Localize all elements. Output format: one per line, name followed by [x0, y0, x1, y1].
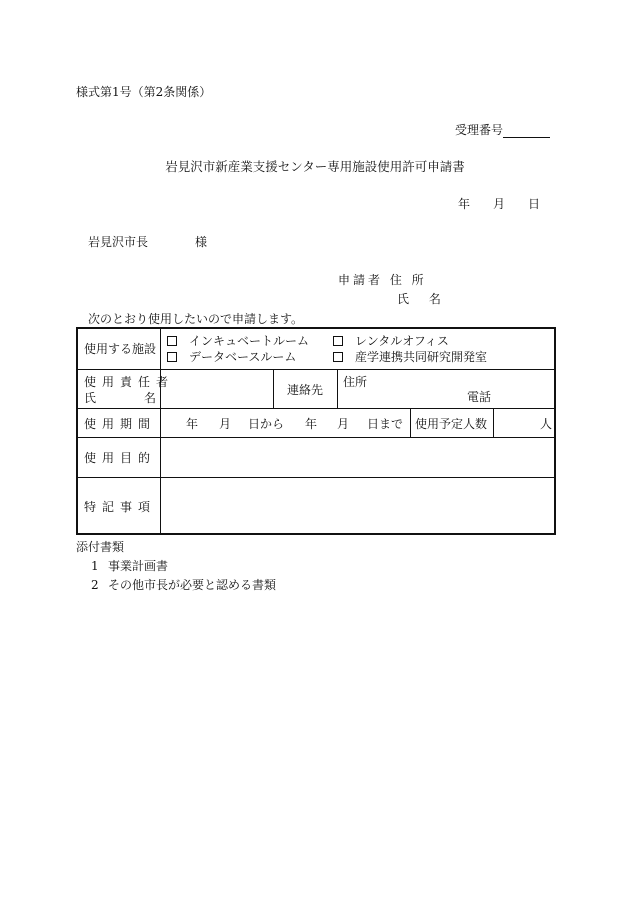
facility-option-database[interactable] [167, 351, 296, 363]
responsible-name-field[interactable] [162, 371, 272, 407]
row-divider [78, 477, 554, 478]
document-title: 岩見沢市新産業支援センター専用施設使用許可申請書 [165, 159, 465, 174]
column-divider [273, 369, 274, 408]
date-month-label: 月 [493, 197, 506, 211]
row-divider [78, 437, 554, 438]
receipt-number-field[interactable] [503, 137, 550, 138]
responsible-name-label-a: 氏 [84, 391, 97, 405]
notes-label: 特記事項 [84, 500, 157, 514]
contact-address-label: 住所 [343, 375, 368, 389]
checkbox-icon[interactable] [333, 352, 343, 362]
attachment-item-number: 2 [91, 578, 99, 592]
attachment-item [91, 560, 168, 572]
period-month-1: 月 [219, 417, 232, 431]
column-divider [410, 408, 411, 437]
period-month-2: 月 [337, 417, 350, 431]
date-year-label: 年 [458, 197, 471, 211]
purpose-field[interactable] [162, 439, 554, 476]
checkbox-icon[interactable] [167, 336, 177, 346]
label-column-divider [160, 329, 161, 533]
attachment-item-text: 事業計画書 [108, 559, 169, 573]
application-form-table [76, 327, 556, 535]
facility-option-joint-research[interactable] [333, 351, 487, 363]
facility-option-rental-office[interactable] [333, 335, 449, 347]
checkbox-icon[interactable] [333, 336, 343, 346]
receipt-number-label: 受理番号 [455, 123, 504, 137]
facility-option-incubate-label: インキュベートルーム [189, 334, 310, 348]
notes-field[interactable] [162, 479, 554, 533]
date-day-label: 日 [528, 197, 541, 211]
attachments-heading: 添付書類 [76, 540, 125, 554]
column-divider [493, 408, 494, 437]
period-from: 日から [248, 417, 285, 431]
row-divider [78, 369, 554, 370]
facility-option-incubate[interactable] [167, 335, 309, 347]
attachment-item-text: その他市長が必要と認める書類 [108, 578, 277, 592]
period-year-2: 年 [305, 417, 318, 431]
purpose-label: 使用目的 [84, 451, 157, 465]
column-divider [337, 369, 338, 408]
attachment-item-number: 1 [91, 559, 99, 573]
responsible-name-label-b: 名 [144, 391, 157, 405]
facility-label: 使用する施設 [84, 342, 157, 356]
facility-option-database-label: データベースルーム [189, 350, 297, 364]
form-number: 様式第1号（第2条関係） [76, 85, 212, 99]
period-label: 使用期間 [84, 417, 157, 431]
attachment-item [91, 579, 276, 591]
people-count-unit: 人 [540, 417, 553, 431]
contact-phone-label: 電話 [467, 390, 492, 404]
checkbox-icon[interactable] [167, 352, 177, 362]
addressee-name: 岩見沢市長 [88, 235, 149, 249]
addressee-honorific: 様 [195, 235, 208, 249]
contact-label: 連絡先 [287, 383, 324, 397]
applicant-address-label: 申請者 住 所 [338, 273, 427, 287]
facility-option-rental-office-label: レンタルオフィス [355, 334, 449, 348]
row-divider [78, 408, 554, 409]
period-year-1: 年 [186, 417, 199, 431]
people-count-label: 使用予定人数 [415, 417, 488, 431]
applicant-name-label: 氏 名 [397, 292, 449, 306]
period-to: 日まで [367, 417, 404, 431]
responsible-person-label: 使用責任者 [84, 375, 175, 389]
facility-option-joint-research-label: 産学連携共同研究開発室 [355, 350, 488, 364]
intro-text: 次のとおり使用したいので申請します。 [88, 312, 304, 326]
